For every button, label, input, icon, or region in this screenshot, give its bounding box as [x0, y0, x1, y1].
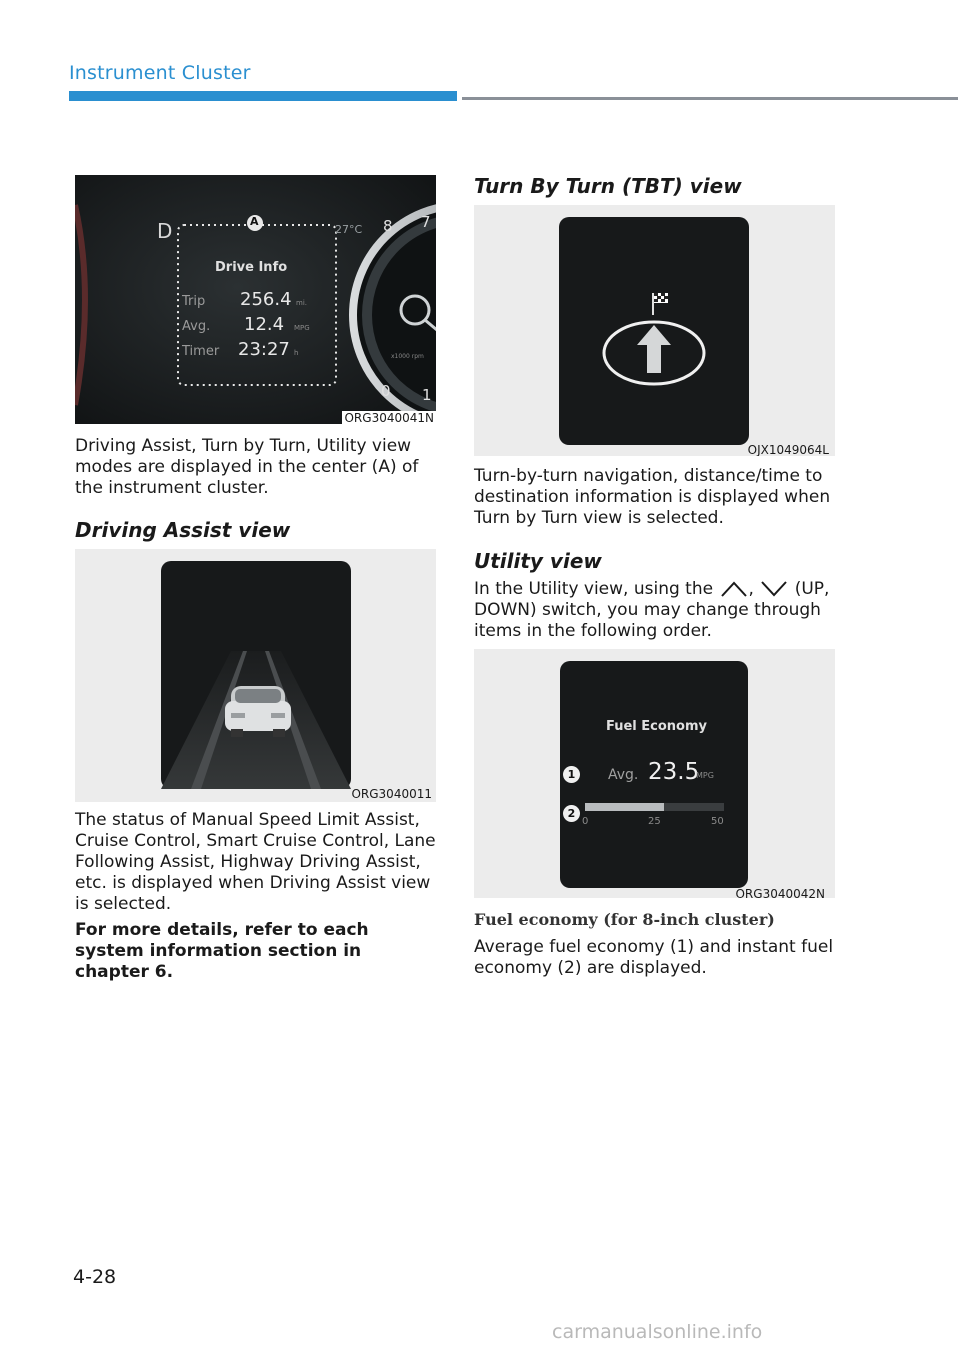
cluster-figure [75, 175, 436, 424]
utility-paragraph [474, 579, 840, 642]
fuel-economy-figure [474, 649, 835, 898]
fuel-economy-paragraph: Average fuel economy (1) and instant fuel economy (2) are displayed. [474, 937, 834, 978]
tach-tick: 1 [422, 386, 432, 404]
row-unit: h [294, 349, 299, 357]
page-number: 4-28 [73, 1266, 117, 1288]
row-unit: MPG [294, 324, 310, 332]
callout-2: 2 [563, 805, 580, 822]
avg-value: 23.5 [648, 759, 700, 785]
tbt-paragraph: Turn-by-turn navigation, distance/time to destination information is displayed when Turn by Turn view is selected. [474, 466, 831, 528]
tbt-screen [559, 217, 749, 445]
row-label: Avg. [182, 319, 211, 334]
driving-assist-paragraph: The status of Manual Speed Limit Assist, Cruise Control, Smart Cruise Control, Lane Following Assist, Highway Driving Assist, etc. is displayed when Driving Assist view is selected. [75, 810, 436, 914]
scale-tick: 0 [582, 816, 589, 827]
tach-label: x1000 rpm [391, 353, 424, 360]
scale-tick: 25 [648, 816, 661, 827]
screen-title: Drive Info [215, 260, 288, 275]
drive-info-rows [182, 289, 332, 364]
tbt-heading: Turn By Turn (TBT) view [474, 174, 742, 198]
tach-tick: 7 [421, 213, 431, 231]
marker-a: A [250, 215, 259, 228]
temperature-readout: 27°C [335, 223, 363, 236]
down-chevron-icon [759, 580, 789, 598]
instant-fuel-bar-track [585, 803, 724, 811]
header-rule-accent [69, 91, 457, 101]
figure-code: OJX1049064L [747, 443, 829, 456]
tbt-figure [474, 205, 835, 456]
callout-1: 1 [563, 766, 580, 783]
row-label: Trip [182, 294, 206, 309]
scale-tick: 50 [711, 816, 724, 827]
row-value: 12.4 [244, 314, 285, 335]
drive-info-row [182, 339, 332, 364]
drive-info-row [182, 289, 332, 314]
header-rule-gray [462, 97, 958, 100]
row-value: 256.4 [240, 289, 292, 310]
driving-assist-figure [75, 549, 436, 802]
figure-code: ORG3040042N [735, 887, 825, 898]
up-chevron-icon [719, 580, 749, 598]
utility-text-after: (UP, DOWN) switch, you may change through items in the following order. [474, 579, 830, 641]
utility-text-comma: , [748, 579, 754, 599]
drive-info-row [182, 314, 332, 339]
figure-code: ORG3040041N [344, 411, 434, 424]
watermark: carmanualsonline.info [552, 1321, 763, 1343]
tach-tick: 8 [383, 217, 393, 235]
gear-indicator: D [157, 219, 173, 243]
utility-text-before: In the Utility view, using the [474, 579, 714, 599]
row-unit: mi. [296, 299, 307, 307]
driving-assist-heading: Driving Assist view [75, 518, 291, 542]
driving-assist-screen [161, 561, 351, 789]
intro-paragraph: Driving Assist, Turn by Turn, Utility view modes are displayed in the center (A) of the instrument cluster. [75, 436, 419, 498]
row-value: 23:27 [238, 339, 290, 360]
utility-heading: Utility view [474, 549, 602, 573]
instant-fuel-bar-fill [585, 803, 664, 811]
figure-code: ORG3040011 [351, 787, 432, 801]
section-title: Instrument Cluster [69, 62, 251, 84]
avg-unit: MPG [696, 771, 714, 780]
avg-label: Avg. [608, 767, 639, 783]
fuel-screen-title: Fuel Economy [606, 719, 708, 734]
driving-assist-note: For more details, refer to each system information section in chapter 6. [75, 920, 369, 982]
row-label: Timer [182, 344, 220, 359]
fuel-economy-caption: Fuel economy (for 8-inch cluster) [474, 910, 775, 929]
tach-tick: 0 [381, 382, 391, 400]
